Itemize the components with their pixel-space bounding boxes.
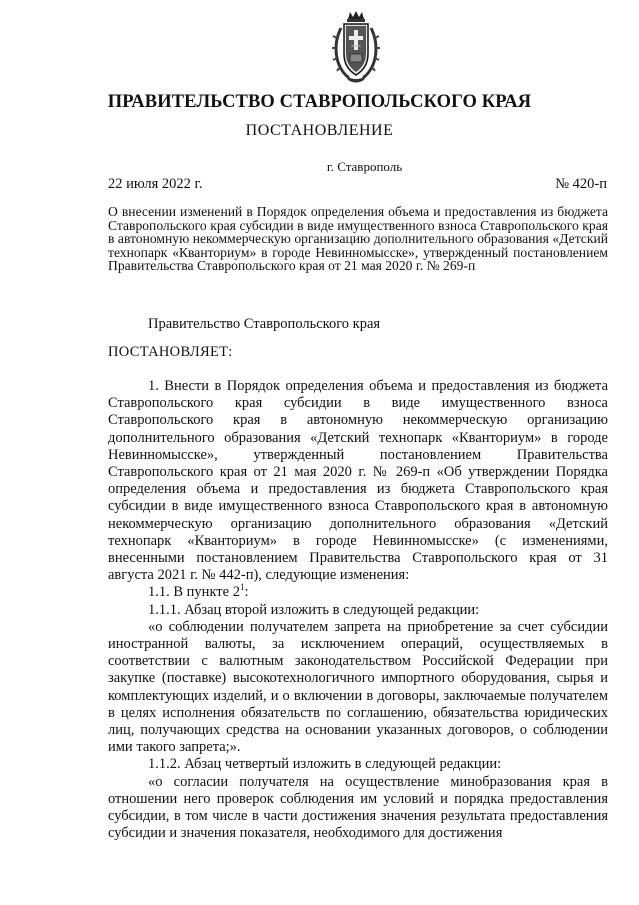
document-subject: О внесении изменений в Порядок определения объема и предоставления из бюджета Ставропольского края субсидии в виде имущественного взноса Ставропольского края в автономную некоммерческую организацию дополнительного образования «Детский технопарк «Кванториум» в городе Невинномысске», утвержденный постановлением Правительства Ставропольского края от 21 мая 2020 г. № 269-п <box>108 204 608 273</box>
paragraph-1-1-colon: : <box>244 584 249 601</box>
paragraph-1: 1. Внести в Порядок определения объема и предоставления из бюджета Ставропольского края субсидии в виде имущественного взноса Ставропольского края в автономную некоммерческую организацию дополнительного образования «Детский технопарк «Кванториум» в городе Невинномысске», утвержденный постановлением Правительства Ставропольского края от 21 мая 2020 г. № 269-п «Об утверждении Порядка определения объема и предоставления из бюджета Ставропольского края субсидии в виде имущественного взноса Ставропольского края в автономную некоммерческую организацию дополнительного образования «Детский технопарк «Кванториум» в городе Невинномысске» (с изменениями, внесенными постановлением Правительства Ставропольского края от 31 августа 2021 г. № 442-п), следующие изменения: <box>108 378 608 584</box>
intro-line: Правительство Ставропольского края <box>148 316 381 332</box>
document-body <box>108 378 608 842</box>
document-number: № 420-п <box>555 176 607 192</box>
resolves-heading: ПОСТАНОВЛЯЕТ: <box>108 344 233 360</box>
government-title: ПРАВИТЕЛЬСТВО СТАВРОПОЛЬСКОГО КРАЯ <box>107 92 532 112</box>
paragraph-1-1 <box>108 584 608 601</box>
coat-of-arms-emblem <box>331 10 381 84</box>
paragraph-1-1-2: 1.1.2. Абзац четвертый изложить в следующей редакции: <box>148 756 502 773</box>
paragraph-quote-1: «о соблюдении получателем запрета на приобретение за счет субсидии иностранной валюты, за исключением операций, осуществляемых в соответствии с валютным законодательством Российской Федерации при закупке (поставке) высокотехнологичного импортного оборудования, сырья и комплектующих изделий, и о включении в договоры, заключаемые получателем в целях исполнения обязательств по соглашению, обязательства юридических лиц, получающих средства на основании указанных договоров, о соблюдении ими такого запрета;». <box>108 618 608 756</box>
document-type: ПОСТАНОВЛЕНИЕ <box>245 122 394 139</box>
paragraph-quote-2: «о согласии получателя на осуществление минобразования края в отношении него проверок соблюдения им условий и порядка предоставления субсидии, в том числе в части достижения значения результата предоставления субсидии и значения показателя, необходимого для достижения <box>108 773 608 842</box>
document-date: 22 июля 2022 г. <box>108 176 203 192</box>
paragraph-1-1-text: 1.1. В пункте 2 <box>148 584 240 601</box>
paragraph-1-1-1: 1.1.1. Абзац второй изложить в следующей редакции: <box>148 601 480 618</box>
city: г. Ставрополь <box>326 159 403 174</box>
paragraph-1-1-sup: 1 <box>239 582 245 593</box>
